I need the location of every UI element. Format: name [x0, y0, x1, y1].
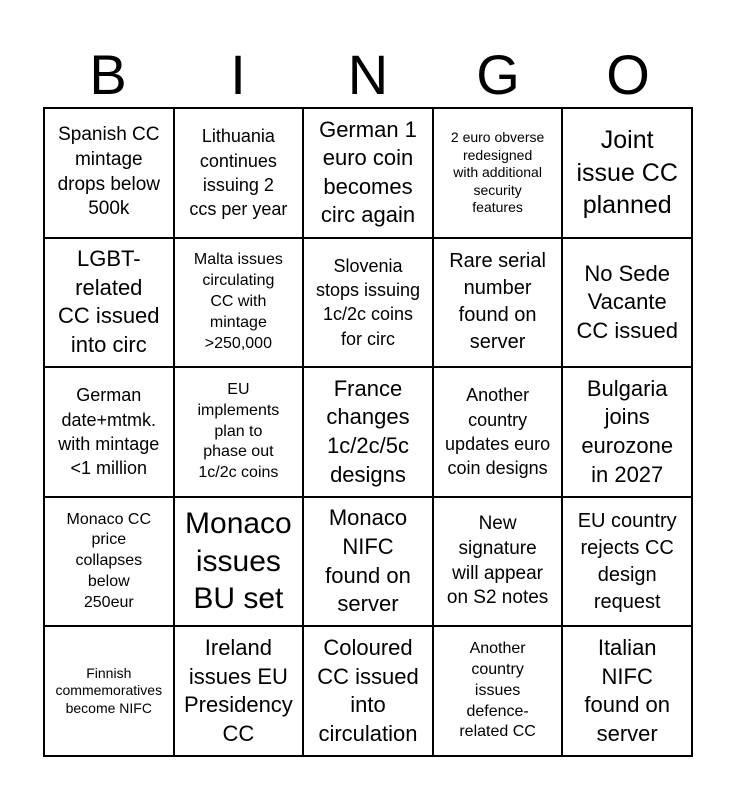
bingo-cell-text: Rare serial number found on server — [449, 250, 546, 354]
bingo-cell[interactable] — [433, 497, 563, 627]
bingo-cell-text: Joint issue CC planned — [576, 126, 678, 220]
bingo-cell-text: Another country updates euro coin designs — [445, 385, 551, 479]
bingo-cell[interactable] — [562, 367, 692, 497]
bingo-cell[interactable] — [174, 238, 304, 368]
header-letter-i: I — [230, 43, 246, 106]
bingo-cell[interactable] — [562, 108, 692, 238]
bingo-cell-text: Ireland issues EU Presidency CC — [183, 635, 293, 746]
bingo-cell-text: EU country rejects CC design request — [577, 509, 677, 613]
bingo-cell-text: LGBT- related CC issued into circ — [58, 246, 160, 357]
bingo-cell-text: Coloured CC issued into circulation — [317, 635, 419, 746]
bingo-cell-text: France changes 1c/2c/5c designs — [326, 375, 410, 487]
bingo-cell[interactable] — [303, 238, 433, 368]
bingo-cell[interactable] — [174, 497, 304, 627]
bingo-cell-text: Finnish commemoratives become NIFC — [55, 664, 163, 716]
bingo-cell-text: German date+mtmk. with mintage <1 million — [58, 385, 160, 479]
bingo-cell[interactable] — [44, 626, 174, 756]
bingo-cell[interactable] — [562, 497, 692, 627]
header-letter-b: B — [89, 43, 127, 106]
bingo-cell[interactable] — [433, 626, 563, 756]
bingo-cell[interactable] — [562, 238, 692, 368]
bingo-cell-text: 2 euro obverse redesigned with additional security features — [450, 129, 545, 216]
bingo-cell[interactable] — [303, 108, 433, 238]
header-letter-n: N — [347, 43, 389, 106]
header-letter-o: O — [606, 43, 650, 106]
bingo-cell[interactable] — [44, 238, 174, 368]
bingo-cell[interactable] — [44, 108, 174, 238]
bingo-cell[interactable] — [433, 108, 563, 238]
bingo-cell-text: Slovenia stops issuing 1c/2c coins for circ — [315, 255, 421, 349]
bingo-cell-text: Bulgaria joins eurozone in 2027 — [581, 375, 674, 487]
bingo-cell-text: Malta issues circulating CC with mintage >250,000 — [193, 251, 283, 352]
bingo-cell-text: Spanish CC mintage drops below 500k — [57, 124, 161, 220]
bingo-card-grid — [43, 107, 693, 757]
bingo-cell[interactable] — [303, 626, 433, 756]
bingo-header — [43, 42, 693, 108]
bingo-cell[interactable] — [174, 626, 304, 756]
bingo-cell[interactable] — [44, 497, 174, 627]
bingo-cell[interactable] — [174, 108, 304, 238]
bingo-cell[interactable] — [174, 367, 304, 497]
bingo-cell-text: Italian NIFC found on server — [584, 635, 671, 746]
bingo-cell[interactable] — [433, 367, 563, 497]
bingo-cell[interactable] — [303, 497, 433, 627]
bingo-cell-text: Another country issues defence- related CC — [459, 640, 536, 741]
bingo-cell-text: Monaco issues BU set — [185, 507, 292, 616]
bingo-cell-text: Monaco NIFC found on server — [325, 505, 411, 617]
bingo-cell[interactable] — [44, 367, 174, 497]
bingo-cell[interactable] — [303, 367, 433, 497]
bingo-cell[interactable] — [433, 238, 563, 368]
bingo-cell-text: No Sede Vacante CC issued — [576, 260, 678, 343]
header-letter-g: G — [476, 43, 520, 106]
bingo-cell-text: Monaco CC price collapses below 250eur — [66, 510, 152, 611]
bingo-cell-text: EU implements plan to phase out 1c/2c coins — [197, 381, 280, 482]
bingo-cell-text: New signature will appear on S2 notes — [446, 513, 549, 609]
bingo-cell-text: German 1 euro coin becomes circ again — [319, 116, 417, 228]
bingo-cell-text: Lithuania continues issuing 2 ccs per year — [189, 126, 288, 220]
bingo-cell[interactable] — [562, 626, 692, 756]
